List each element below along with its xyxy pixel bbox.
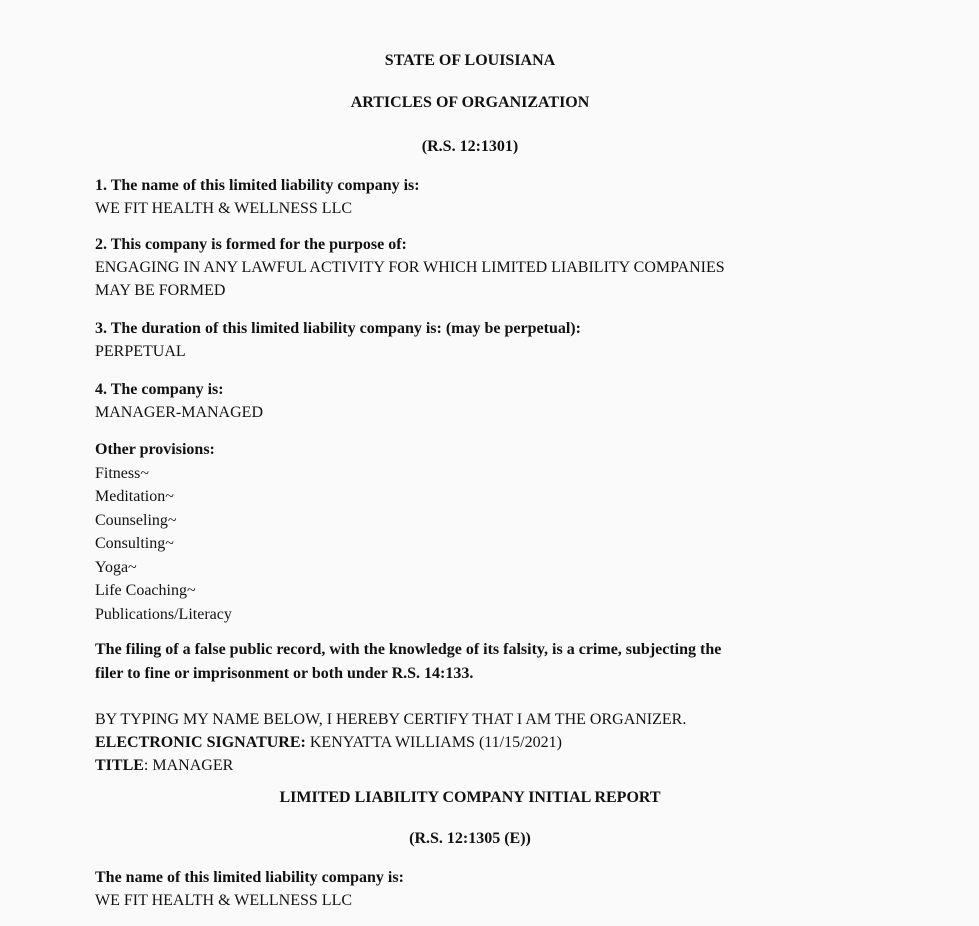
initial-report-company-name (95, 866, 895, 912)
item-3-duration (95, 317, 895, 363)
false-filing-warning (95, 638, 835, 686)
warning-line: filer to fine or imprisonment or both under R.S. 14:133. (95, 665, 474, 682)
provision-item: Consulting~ (95, 535, 174, 552)
certification-statement: BY TYPING MY NAME BELOW, I HEREBY CERTIFY THAT I AM THE ORGANIZER. (95, 711, 687, 728)
answer-text: MAY BE FORMED (95, 282, 226, 299)
answer-text: PERPETUAL (95, 343, 186, 360)
provision-item: Publications/Literacy (95, 605, 232, 623)
question-label: 4. The company is: (95, 381, 224, 398)
answer-text: ENGAGING IN ANY LAWFUL ACTIVITY FOR WHICH LIMITED LIABILITY COMPANIES (95, 259, 725, 276)
initial-report-statute: (R.S. 12:1305 (E)) (409, 830, 531, 847)
warning-line: The filing of a false public record, with the knowledge of its falsity, is a crime, subjecting the (95, 641, 722, 658)
provision-item: Life Coaching~ (95, 582, 196, 599)
item-1-company-name (95, 174, 895, 220)
title-row (95, 754, 895, 777)
title-value: : MANAGER (143, 757, 234, 774)
initial-report-title: LIMITED LIABILITY COMPANY INITIAL REPORT (279, 789, 661, 806)
provision-item: Counseling~ (95, 511, 177, 529)
statute-reference: (R.S. 12:1301) (421, 138, 519, 155)
other-provisions-label: Other provisions: (95, 441, 215, 458)
provision-item: Meditation~ (95, 488, 174, 505)
answer-text: MANAGER-MANAGED (95, 404, 263, 421)
item-2-purpose (95, 233, 895, 302)
certification-block (95, 708, 895, 777)
answer-text: WE FIT HEALTH & WELLNESS LLC (95, 200, 353, 217)
question-label: The name of this limited liability company is: (95, 869, 404, 886)
document-title: ARTICLES OF ORGANIZATION (350, 94, 590, 111)
answer-text: WE FIT HEALTH & WELLNESS LLC (95, 892, 353, 909)
question-label: 3. The duration of this limited liability company is: (may be perpetual): (95, 320, 581, 337)
electronic-signature-row (95, 731, 895, 754)
state-heading: STATE OF LOUISIANA (384, 52, 556, 69)
question-label: 2. This company is formed for the purpose of: (95, 236, 407, 253)
title-label: TITLE (95, 757, 144, 774)
item-4-management (95, 378, 895, 424)
signature-value: KENYATTA WILLIAMS (11/15/2021) (305, 734, 562, 751)
other-provisions (95, 438, 895, 626)
signature-label: ELECTRONIC SIGNATURE: (95, 734, 306, 751)
provision-item: Fitness~ (95, 464, 149, 482)
question-label: 1. The name of this limited liability company is: (95, 177, 420, 194)
provision-item: Yoga~ (95, 558, 137, 576)
